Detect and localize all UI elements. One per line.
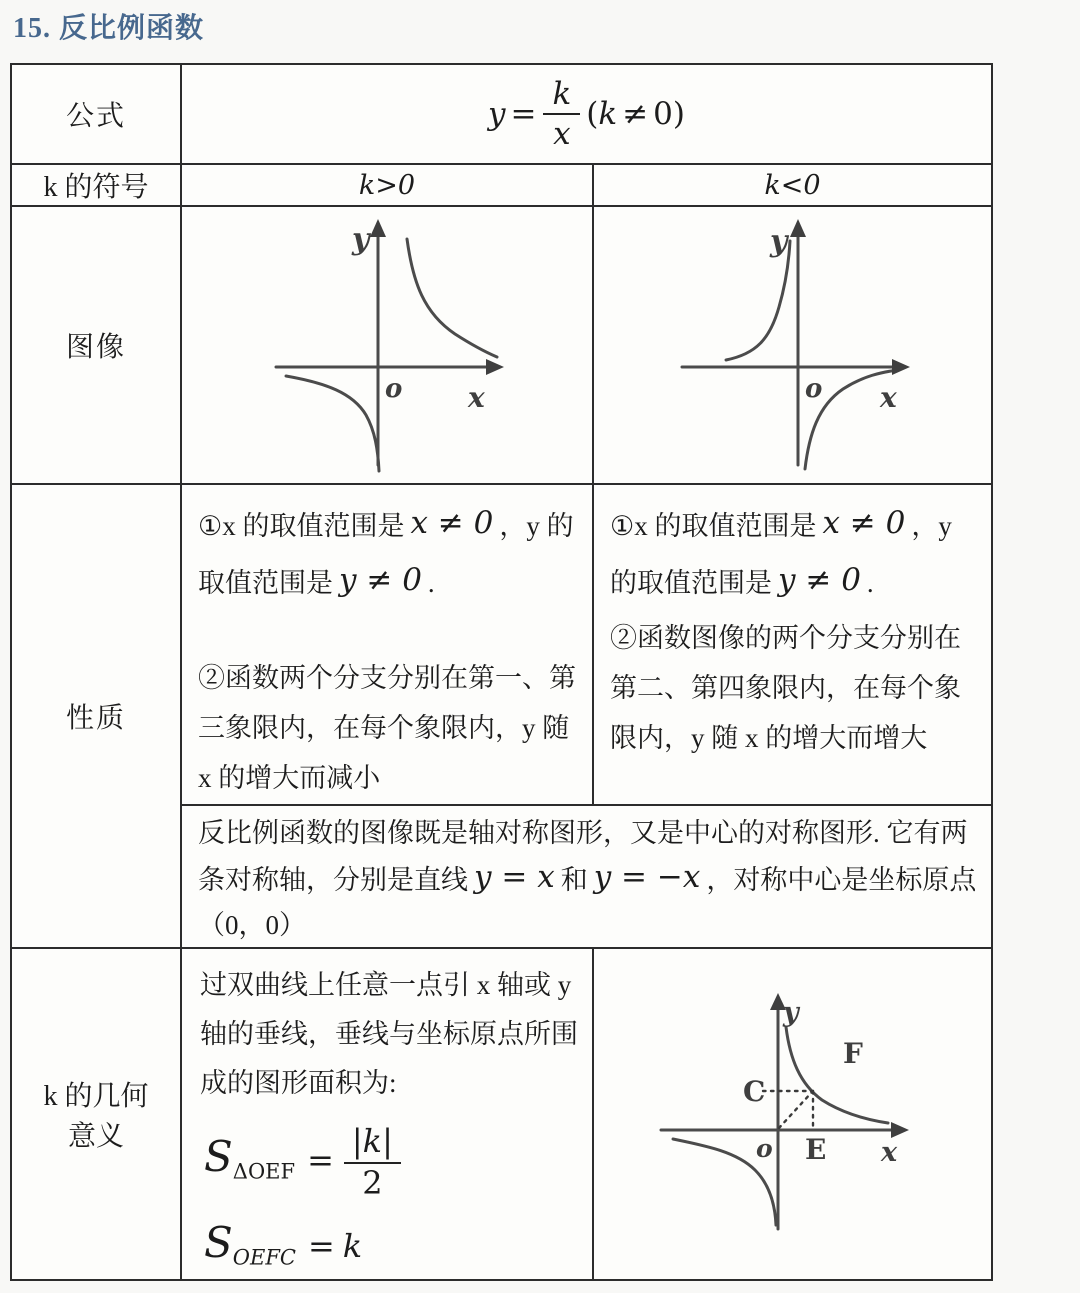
- x-axis-arrow-icon: [891, 1122, 909, 1138]
- x-axis-label: x: [880, 1136, 897, 1168]
- property-1-math-y: y ≠ 0: [778, 562, 861, 599]
- origin-label: o: [755, 1133, 773, 1163]
- hyperbola-graph-k-positive: [262, 209, 512, 477]
- formula-S: S: [204, 1132, 233, 1182]
- property-2: ②函数两个分支分别在第一、第三象限内，在每个象限内，y 随 x 的增大而减小: [198, 662, 576, 793]
- condition-zero: 0: [653, 96, 673, 132]
- graph-row-header: 图像: [11, 206, 181, 484]
- properties-k-negative-cell: [593, 484, 992, 805]
- geometry-row: [11, 948, 992, 1280]
- point-c-label: C: [742, 1074, 765, 1108]
- formula-cell: [181, 64, 992, 164]
- y-axis-label: y: [352, 221, 370, 257]
- formula-condition: [586, 96, 685, 132]
- condition-neq: ≠: [622, 96, 649, 132]
- geometry-header-line2: 意义: [67, 1121, 124, 1153]
- properties-row-header: 性质: [11, 484, 181, 948]
- properties-k-positive-cell: [181, 484, 593, 805]
- hyperbola-branch-q1: [786, 1027, 888, 1123]
- formula-equals: =: [307, 1141, 334, 1180]
- page-title: 15. 反比例函数: [13, 13, 205, 44]
- x-axis-arrow-icon: [892, 359, 910, 375]
- symmetry-cell: [181, 805, 992, 949]
- geometry-description: 过双曲线上任意一点引 x 轴或 y 轴的垂线，垂线与坐标原点所围成的图形面积为:: [200, 970, 578, 1098]
- formula-row: [11, 64, 992, 164]
- symmetry-math-yx: y = x: [474, 858, 555, 895]
- inverse-proportional-function-table: [10, 63, 993, 1281]
- hyperbola-branch-q1: [407, 239, 497, 357]
- symmetry-text-mid: 和: [560, 864, 588, 895]
- geometry-header-line1: k 的几何: [43, 1081, 149, 1113]
- formula-equals: =: [307, 1227, 335, 1266]
- dotted-line-o-to-point: [779, 1092, 812, 1128]
- property-1: [610, 497, 983, 612]
- formula-abs-k: |k|: [344, 1125, 401, 1164]
- symmetry-math-y-negx: y = −x: [593, 858, 701, 895]
- y-axis-label: y: [769, 223, 787, 259]
- graph-row: [11, 206, 992, 484]
- property-1-math-x: x ≠ 0: [410, 505, 494, 541]
- origin-label: o: [385, 373, 403, 404]
- x-axis-label: x: [879, 380, 897, 414]
- property-2: ②函数图像的两个分支分别在第二、第四象限内，在每个象限内，y 随 x 的增大而增大: [610, 622, 961, 753]
- properties-k-positive-text: [182, 485, 592, 804]
- formula-lhs: y: [487, 96, 506, 132]
- point-f-label: F: [842, 1036, 863, 1070]
- symmetry-text: [182, 806, 991, 948]
- x-axis-arrow-icon: [486, 359, 504, 375]
- property-1-text: ①x 的取值范围是: [610, 511, 817, 541]
- origin-label: o: [804, 373, 822, 404]
- formula-subscript: ΔOEF: [232, 1159, 296, 1184]
- property-1-text-mid: ，y 的取值范围是: [610, 511, 952, 599]
- property-1-period: .: [427, 568, 435, 599]
- hyperbola-graph-geometric-meaning: [643, 987, 943, 1237]
- rectangle-area-formula: [204, 1218, 592, 1269]
- sign-k-negative: k<0: [593, 164, 992, 206]
- formula-k: k: [342, 1227, 363, 1266]
- symmetry-text-end: ，对称中心是坐标原点（0，0）: [198, 864, 977, 941]
- graph-cell-k-positive: [181, 206, 593, 484]
- condition-k: k: [598, 96, 618, 132]
- properties-k-negative-text: [594, 485, 991, 764]
- point-e-label: E: [804, 1132, 826, 1166]
- y-axis-arrow-icon: [370, 219, 386, 237]
- property-1-math-y: y ≠ 0: [339, 562, 422, 599]
- sign-row-header: k 的符号: [11, 164, 181, 206]
- condition-close-paren: ): [672, 96, 686, 132]
- formula-S: S: [204, 1218, 233, 1268]
- sign-k-positive: k>0: [181, 164, 593, 206]
- formula-equals: =: [510, 96, 537, 132]
- formula-numerator: k: [543, 77, 580, 115]
- condition-open-paren: (: [586, 96, 599, 132]
- properties-row: [11, 484, 992, 805]
- graph-cell-k-negative: [593, 206, 992, 484]
- formula-fraction: [543, 77, 580, 151]
- geometry-description-cell: [181, 948, 593, 1280]
- geometry-row-header: [11, 948, 181, 1280]
- sign-row: [11, 164, 992, 206]
- hyperbola-graph-k-negative: [668, 209, 918, 477]
- hyperbola-branch-q3: [286, 376, 379, 471]
- triangle-area-formula: [204, 1122, 592, 1202]
- formula-subscript: OEFC: [232, 1245, 296, 1270]
- y-axis-label: y: [782, 996, 799, 1028]
- property-1-text-mid: ，y 的取值范围是: [198, 511, 574, 599]
- property-1-text: ①x 的取值范围是: [198, 511, 405, 541]
- formula-fraction: [344, 1122, 401, 1202]
- property-1: [198, 497, 584, 612]
- property-1-period: .: [866, 568, 874, 599]
- y-axis-arrow-icon: [790, 219, 806, 237]
- symmetry-text-pre: 反比例函数的图像既是轴对称图形，又是中心的对称图形. 它有两条对称轴，分别是直线: [198, 817, 968, 895]
- graph-cell-geometric-meaning: [593, 948, 992, 1280]
- formula-two: 2: [362, 1163, 383, 1202]
- inverse-function-formula: [182, 77, 991, 151]
- x-axis-label: x: [468, 380, 485, 414]
- property-1-math-x: x ≠ 0: [822, 505, 906, 541]
- formula-denominator: x: [553, 116, 571, 152]
- formula-row-header: 公式: [11, 64, 181, 164]
